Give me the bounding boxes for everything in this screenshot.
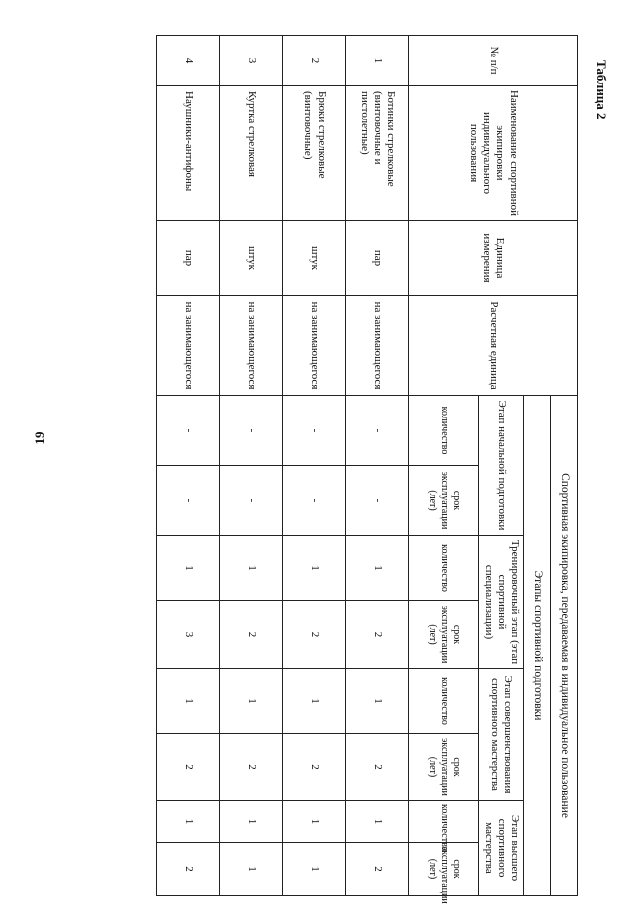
row-value: - [220, 466, 283, 536]
header-stages-title: Этапы спортивной подготовки [524, 396, 551, 896]
header-num: № п/п [409, 36, 578, 86]
header-stage-4: Этап высшего спортивного мастерства [479, 801, 524, 896]
row-value: 1 [220, 801, 283, 843]
row-calc: на занимающегося [157, 296, 220, 396]
header-stage-3: Этап совершенствования спортивного мастерства [479, 669, 524, 801]
row-num: 2 [283, 36, 346, 86]
row-value: 2 [346, 843, 409, 896]
row-value: 1 [283, 801, 346, 843]
row-value: - [346, 466, 409, 536]
row-value: 1 [283, 843, 346, 896]
row-value: 1 [157, 536, 220, 601]
row-value: 1 [220, 669, 283, 734]
row-value: - [157, 466, 220, 536]
header-calc: Расчетная единица [409, 296, 578, 396]
row-value: - [220, 396, 283, 466]
row-value: 1 [157, 801, 220, 843]
row-value: 1 [157, 669, 220, 734]
row-unit: пар [157, 221, 220, 296]
row-name: Наушники-антифоны [157, 86, 220, 221]
row-unit: штук [220, 221, 283, 296]
row-value: 1 [346, 536, 409, 601]
header-name: Наименование спортивной экипировки индивидуального пользования [409, 86, 578, 221]
header-qty-2: количество [409, 536, 479, 601]
row-unit: штук [283, 221, 346, 296]
row-calc: на занимающегося [220, 296, 283, 396]
row-value: - [346, 396, 409, 466]
header-qty-3: количество [409, 669, 479, 734]
row-unit: пар [346, 221, 409, 296]
equipment-table [156, 35, 578, 904]
table-row [220, 36, 283, 896]
header-term-1: срок эксплуатации (лет) [409, 466, 479, 536]
row-value: 2 [346, 734, 409, 801]
row-name: Брюки стрелковые (винтовочные) [283, 86, 346, 221]
row-num: 4 [157, 36, 220, 86]
row-value: 2 [220, 734, 283, 801]
row-value: 1 [346, 801, 409, 843]
header-qty-1: количество [409, 396, 479, 466]
row-num: 1 [346, 36, 409, 86]
row-value: 1 [283, 669, 346, 734]
header-stage-2: Тренировочный этап (этап спортивной специализации) [479, 536, 524, 669]
table-caption-text: Таблица 2 [594, 60, 609, 120]
header-term-4: срок эксплуатации (лет) [409, 843, 479, 896]
row-name: Ботинки стрелковые (винтовочные и пистолетные) [346, 86, 409, 221]
row-value: 2 [346, 601, 409, 669]
row-value: 2 [157, 843, 220, 896]
row-value: 1 [220, 536, 283, 601]
row-calc: на занимающегося [346, 296, 409, 396]
row-value: 2 [283, 601, 346, 669]
table-row [283, 36, 346, 896]
rotated-table-container [118, 35, 578, 904]
row-name: Куртка стрелковая [220, 86, 283, 221]
row-value: 2 [283, 734, 346, 801]
row-value: 2 [157, 734, 220, 801]
row-value: 1 [220, 843, 283, 896]
table-caption [590, 60, 610, 140]
table-row [157, 36, 220, 896]
row-value: - [283, 466, 346, 536]
row-value: - [157, 396, 220, 466]
row-calc: на занимающегося [283, 296, 346, 396]
row-value: - [283, 396, 346, 466]
header-stage-1: Этап начальной подготовки [479, 396, 524, 536]
table-row [346, 36, 409, 896]
row-value: 1 [346, 669, 409, 734]
row-value: 2 [220, 601, 283, 669]
header-term-2: срок эксплуатации (лет) [409, 601, 479, 669]
row-value: 3 [157, 601, 220, 669]
header-term-3: срок эксплуатации (лет) [409, 734, 479, 801]
row-num: 3 [220, 36, 283, 86]
header-unit: Единица измерения [409, 221, 578, 296]
page-number: 19 [32, 431, 47, 445]
row-value: 1 [283, 536, 346, 601]
header-group-title: Спортивная экипировка, передаваемая в индивидуальное пользование [551, 396, 578, 896]
header-qty-4: количество [409, 801, 479, 843]
